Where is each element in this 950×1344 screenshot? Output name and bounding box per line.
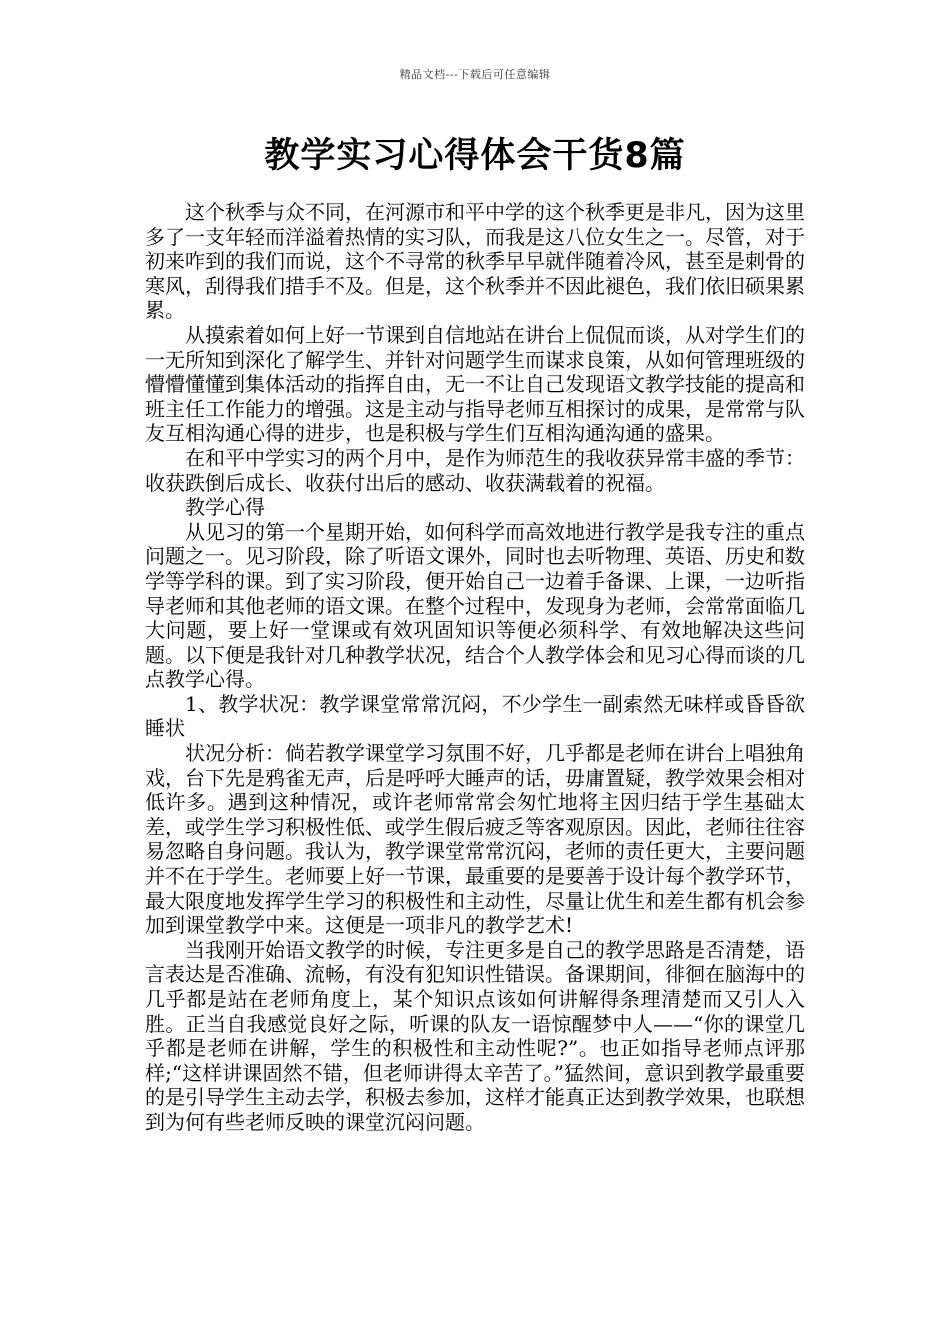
paragraph: 1、教学状况：教学课堂常常沉闷，不少学生一副索然无味样或昏昏欲睡状 [145,691,805,741]
paragraph: 状况分析：倘若教学课堂学习氛围不好，几乎都是老师在讲台上唱独角戏，台下先是鸦雀无声，后是呼呼大睡声的话，毋庸置疑，教学效果会相对低许多。遇到这种情况，或许老师常常会匆忙地将主因归结于学生基础太差，或学生学习积极性低、或学生假后疲乏等客观原因。因此，老师往往容易忽略自身问题。我认为，教学课堂常常沉闷，老师的责任更大，主要问题并不在于学生。老师要上好一节课，最重要的是要善于设计每个教学环节，最大限度地发挥学生学习的积极性和主动性，尽量让优生和差生都有机会参加到课堂教学中来。这便是一项非凡的教学艺术! [145,741,805,938]
section-heading: 教学心得 [185,495,265,520]
paragraph: 从见习的第一个星期开始，如何科学而高效地进行教学是我专注的重点问题之一。见习阶段，除了听语文课外，同时也去听物理、英语、历史和数学等学科的课。到了实习阶段，便开始自己一边着手备课、上课，一边听指导老师和其他老师的语文课。在整个过程中，发现身为老师，会常常面临几大问题，要上好一堂课或有效巩固知识等便必须科学、有效地解决这些问题。以下便是我针对几种教学状况，结合个人教学体会和见习心得而谈的几点教学心得。 [145,519,805,692]
paragraph: 从摸索着如何上好一节课到自信地站在讲台上侃侃而谈，从对学生们的一无所知到深化了解学生、并针对问题学生而谋求良策，从如何管理班级的懵懵懂懂到集体活动的指挥自由，无一不让自己发现语文教学技能的提高和班主任工作能力的增强。这是主动与指导老师互相探讨的成果，是常常与队友互相沟通心得的进步，也是积极与学生们互相沟通沟通的盛果。 [145,322,805,446]
paragraph: 在和平中学实习的两个月中，是作为师范生的我收获异常丰盛的季节：收获跌倒后成长、收获付出后的感动、收获满载着的祝福。 [145,445,805,495]
document-body [145,200,805,1135]
document-title: 教学实习心得体会干货8篇 [264,136,686,176]
paragraph: 这个秋季与众不同，在河源市和平中学的这个秋季更是非凡，因为这里多了一支年轻而洋溢着热情的实习队，而我是这八位女生之一。尽管，对于初来咋到的我们而说，这个不寻常的秋季早早就伴随着冷风，甚至是刺骨的寒风，刮得我们措手不及。但是，这个秋季并不因此褪色，我们依旧硕果累累。 [145,200,805,323]
paragraph: 当我刚开始语文教学的时候，专注更多是自己的教学思路是否清楚，语言表达是否准确、流畅，有没有犯知识性错误。备课期间，徘徊在脑海中的几乎都是站在老师角度上，某个知识点该如何讲解得条理清楚而又引人入胜。正当自我感觉良好之际，听课的队友一语惊醒梦中人——“你的课堂几乎都是老师在讲解，学生的积极性和主动性呢?”。也正如指导老师点评那样;“这样讲课固然不错，但老师讲得太辛苦了。”猛然间，意识到教学最重要的是引导学生主动去学，积极去参加，这样才能真正达到教学效果，也联想到为何有些老师反映的课堂沉闷问题。 [145,937,805,1134]
header-note: 精品文档---下载后可任意编辑 [399,68,551,81]
